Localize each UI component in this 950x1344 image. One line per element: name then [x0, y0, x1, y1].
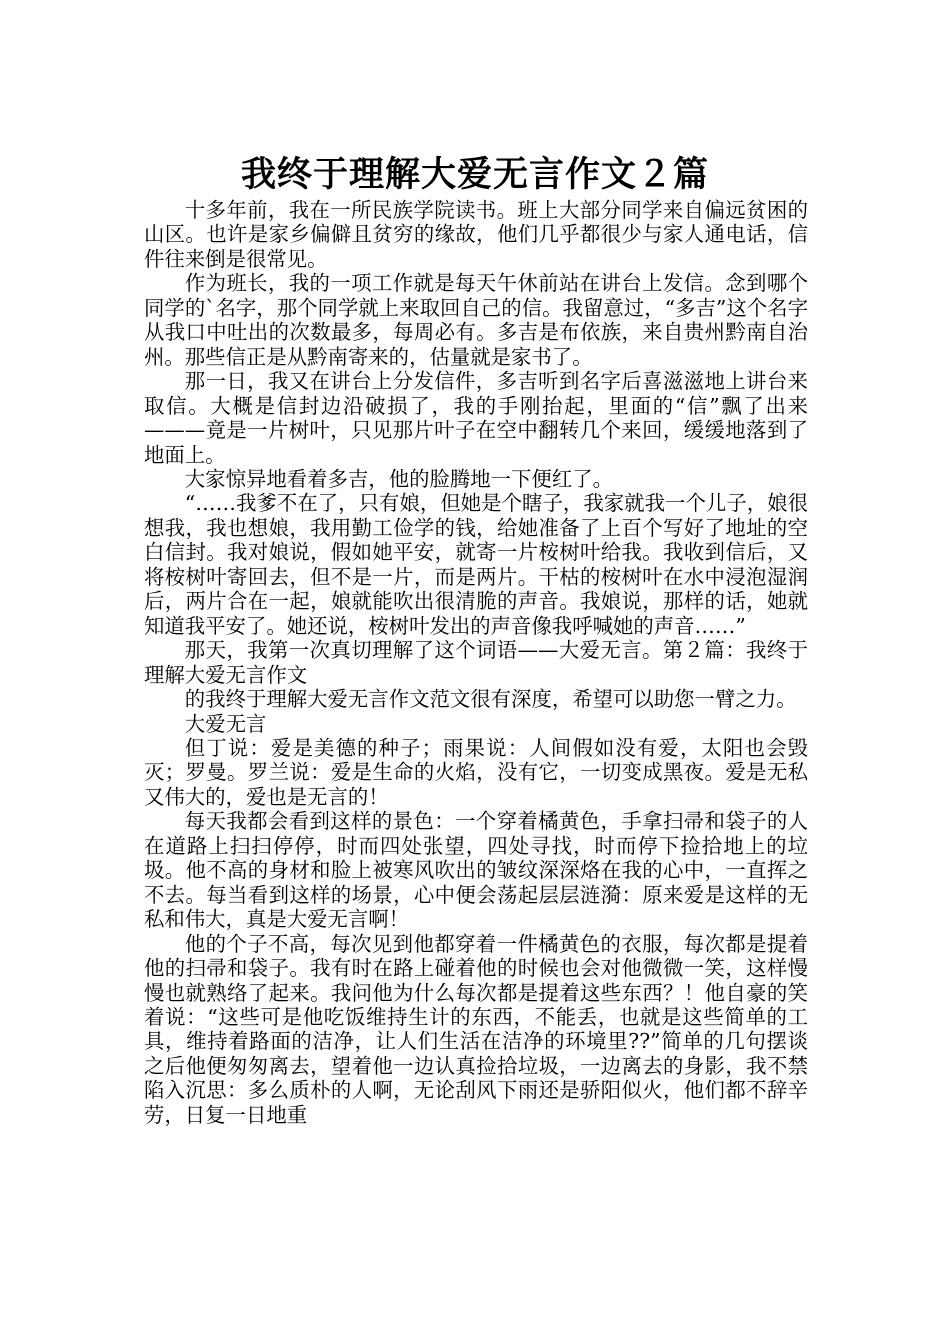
paragraph: 他的个子不高，每次见到他都穿着一件橘黄色的衣服，每次都是提着他的扫帚和袋子。我有时在路上碰着他的时候也会对他微微一笑，这样慢慢也就熟络了起来。我问他为什么每次都是提着这些东西？！他自豪的笑着说：“这些可是他吃饭维持生计的东西，不能丢，也就是这些简单的工具，维持着路面的洁净，让人们生活在洁净的环境里??”简单的几句摆谈之后他便匆匆离去，望着他一边认真捡拾垃圾，一边离去的身影，我不禁陷入沉思：多么质朴的人啊，无论刮风下雨还是骄阳似火，他们都不辞辛劳，日复一日地重	[144, 931, 808, 1127]
paragraph: 每天我都会看到这样的景色：一个穿着橘黄色，手拿扫帚和袋子的人在道路上扫扫停停，时而四处张望，四处寻找，时而停下捡拾地上的垃圾。他不高的身材和脸上被寒风吹出的皱纹深深烙在我的心中，一直挥之不去。每当看到这样的场景，心中便会荡起层层涟漪：原来爱是这样的无私和伟大，真是大爱无言啊！	[144, 809, 808, 932]
paragraph: 十多年前，我在一所民族学院读书。班上大部分同学来自偏远贫困的山区。也许是家乡偏僻且贫穷的缘故，他们几乎都很少与家人通电话，信件往来倒是很常见。	[144, 198, 808, 271]
paragraph: 那一日，我又在讲台上分发信件，多吉听到名字后喜滋滋地上讲台来取信。大概是信封边沿破损了，我的手刚抬起，里面的“信”飘了出来———竟是一片树叶，只见那片叶子在空中翻转几个来回，缓缓地落到了地面上。	[144, 369, 808, 467]
paragraph: 的我终于理解大爱无言作文范文很有深度，希望可以助您一臂之力。	[184, 687, 797, 712]
paragraph: “……我爹不在了，只有娘，但她是个瞎子，我家就我一个儿子，娘很想我，我也想娘，我用勤工俭学的钱，给她准备了上百个写好了地址的空白信封。我对娘说，假如她平安，就寄一片桉树叶给我。我收到信后，又将桉树叶寄回去，但不是一片，而是两片。干枯的桉树叶在水中浸泡湿润后，两片合在一起，娘就能吹出很清脆的声音。我娘说，那样的话，她就知道我平安了。她还说，桉树叶发出的声音像我呼喊她的声音……”	[144, 491, 808, 638]
paragraph: 但丁说：爱是美德的种子；雨果说：人间假如没有爱，太阳也会毁灭；罗曼。罗兰说：爱是生命的火焰，没有它，一切变成黑夜。爱是无私又伟大的，爱也是无言的！	[144, 735, 808, 809]
document-title: 我终于理解大爱无言作文２篇	[240, 155, 709, 196]
paragraph: 作为班长，我的一项工作就是每天午休前站在讲台上发信。念到哪个同学的`名字，那个同学就上来取回自己的信。我留意过，“多吉”这个名字从我口中吐出的次数最多，每周必有。多吉是布依族，来自贵州黔南自治州。那些信正是从黔南寄来的，估量就是家书了。	[144, 271, 808, 369]
paragraph: 那天，我第一次真切理解了这个词语——大爱无言。第２篇：我终于理解大爱无言作文	[144, 638, 808, 687]
paragraph: 大家惊异地看着多吉，他的脸腾地一下便红了。	[184, 466, 613, 491]
document-body	[144, 198, 808, 1127]
paragraph: 大爱无言	[184, 711, 267, 736]
